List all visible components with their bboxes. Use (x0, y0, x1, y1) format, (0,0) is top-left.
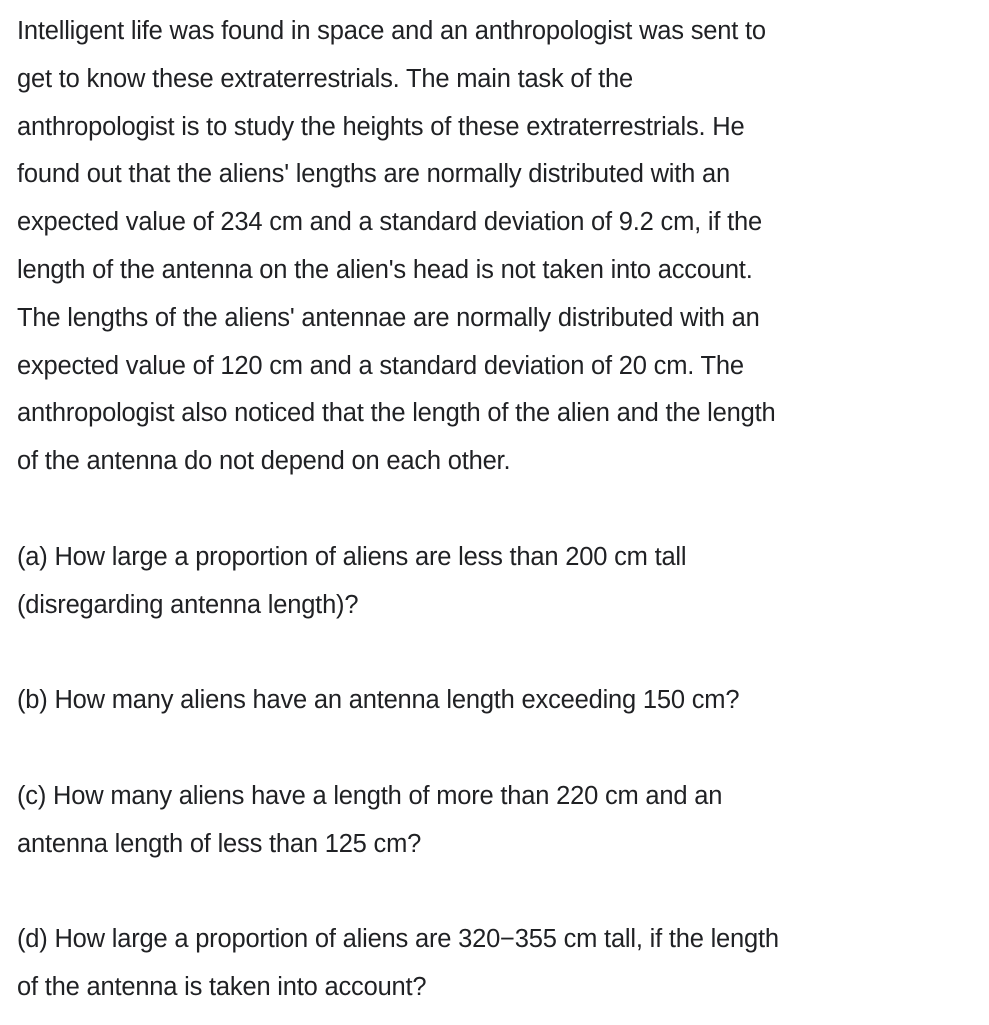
problem-text (17, 8, 977, 1012)
question-b: (b) How many aliens have an antenna length exceeding 150 cm? (17, 686, 740, 715)
question-a: (a) How large a proportion of aliens are less than 200 cm tall (disregarding antenna length)? (17, 542, 687, 619)
question-d: (d) How large a proportion of aliens are 320−355 cm tall, if the length of the antenna is taken into account? (17, 925, 779, 1001)
question-c: (c) How many aliens have a length of more than 220 cm and an antenna length of less than 125 cm? (17, 781, 723, 858)
problem-intro-paragraph: Intelligent life was found in space and an anthropologist was sent to get to know these extraterrestrials. The main task of the anthropologist is to study the heights of these extraterrestrials. He found out that the aliens' lengths are normally distributed with an expected value of 234 cm and a standard deviation of 9.2 cm, if the length of the antenna on the alien's head is not taken into account. The lengths of the aliens' antennae are normally distributed with an expected value of 120 cm and a standard deviation of 20 cm. The anthropologist also noticed that the length of the alien and the length of the antenna do not depend on each other. (17, 17, 776, 476)
